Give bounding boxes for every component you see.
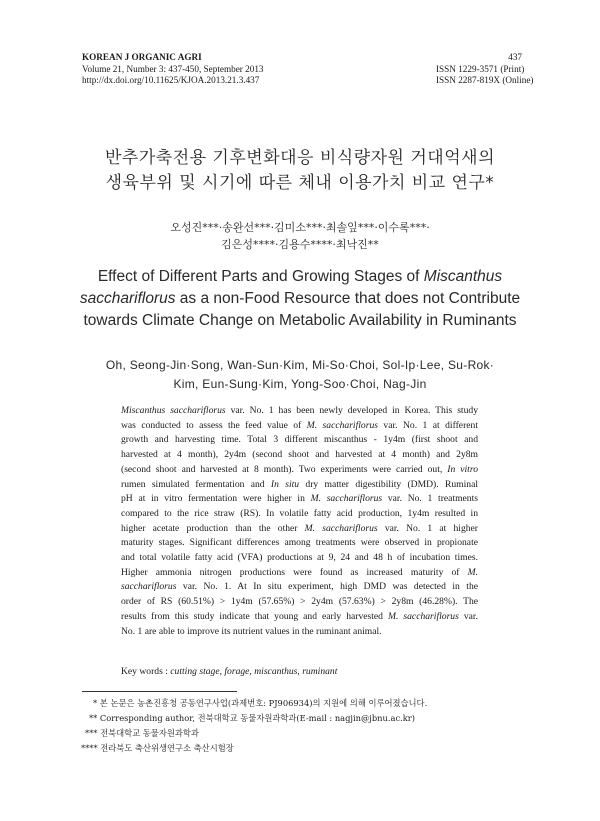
volume-line: Volume 21, Number 3: 437-450, September 2013	[82, 63, 264, 74]
abstract-line: (second shoot and harvested at 8 month). Two experiments were carried out, In vitro	[121, 463, 479, 475]
footnote-corresponding: ** Corresponding author, 전북대학교 동물자원과학과(E-mail : nagjin@jbnu.ac.kr)	[89, 713, 415, 723]
issn-online: ISSN 2287-819X (Online)	[436, 75, 534, 85]
footnote-funding: * 본 논문은 농촌진흥청 공동연구사업(과제번호: PJ906934)의 지원에 의해 이루어졌습니다.	[93, 698, 428, 708]
abstract-line: pH at in vitro fermentation were higher in M. sacchariflorus var. No. 1 treatments	[121, 493, 479, 505]
journal-header	[82, 52, 264, 87]
abstract-line: order of RS (60.51%) > 1y4m (57.65%) > 2y4m (57.63%) > 2y8m (46.28%). The	[121, 596, 478, 608]
abstract-line: harvested at 4 month), 2y4m (second shoot and harvested at 4 month) and 2y8m	[121, 449, 478, 461]
korean-authors	[0, 219, 600, 253]
english-title-line: towards Climate Change on Metabolic Availability in Ruminants	[83, 312, 517, 329]
abstract-line: maturity stages. Significant differences among treatments were observed in propionate	[121, 537, 478, 549]
journal-name: KOREAN J ORGANIC AGRI	[82, 52, 202, 62]
english-title-line: Effect of Different Parts and Growing Stages of Miscanthus	[97, 268, 503, 285]
doi-link[interactable]: http://dx.doi.org/10.11625/KJOA.2013.21.3.437	[82, 75, 260, 85]
abstract-line: compared to the rice straw (RS). In volatile fatty acid production, 1y4m resulted in	[121, 507, 478, 519]
keywords-label: Key words :	[121, 666, 171, 677]
english-authors	[60, 356, 540, 394]
abstract-line: and total volatile fatty acid (VFA) productions at 9, 24 and 48 h of incubation times.	[121, 552, 478, 564]
abstract-line: higher acetate production than the other M. sacchariflorus var. No. 1 at higher	[121, 522, 478, 534]
english-title	[60, 266, 540, 332]
abstract-line: Miscanthus sacchariflorus var. No. 1 has been newly developed in Korea. This study	[121, 405, 478, 416]
abstract-line: rumen simulated fermentation and In situ dry matter digestibility (DMD). Ruminal	[121, 478, 478, 490]
english-authors-line: Kim, Eun-Sung·Kim, Yong-Soo·Choi, Nag-Jin	[173, 377, 427, 391]
english-authors-line: Oh, Seong-Jin·Song, Wan-Sun·Kim, Mi-So·Choi, Sol-Ip·Lee, Su-Rok·	[105, 358, 495, 372]
keywords-terms: cutting stage, forage, miscanthus, ruminant	[170, 666, 338, 677]
abstract-line: was conducted to assess the feed value of M. sacchariflorus var. No. 1 at different	[121, 419, 478, 431]
keywords	[121, 665, 478, 679]
abstract-line: No. 1 are able to improve its nutrient values in the ruminant animal.	[121, 625, 382, 637]
korean-title	[0, 146, 600, 196]
english-title-line: sacchariflorus as a non-Food Resource that does not Contribute	[79, 290, 521, 307]
abstract-line: sacchariflorus var. No. 1. At In situ experiment, high DMD was detected in the	[121, 581, 478, 593]
korean-authors-line: 김은성****·김용수****·최낙진**	[221, 238, 379, 251]
footnote-affiliation-2: **** 전라북도 축산위생연구소 축산시험장	[81, 743, 234, 753]
abstract-line: growth and harvesting time. Total 3 different miscanthus - 1y4m (first shoot and	[121, 434, 478, 446]
korean-authors-line: 오성진***·송완선***·김미소***·최솔잎***·이수록***·	[170, 221, 430, 234]
korean-title-line: 생육부위 및 시기에 따른 체내 이용가치 비교 연구*	[105, 173, 495, 193]
footnote-affiliation-1: *** 전북대학교 동물자원과학과	[85, 728, 199, 738]
korean-title-line: 반추가축전용 기후변화대응 비식량자원 거대억새의	[105, 148, 495, 168]
issn-print: ISSN 1229-3571 (Print)	[436, 63, 525, 74]
abstract	[121, 404, 478, 639]
abstract-line: Higher ammonia nitrogen productions were found as increased maturity of M.	[121, 566, 478, 578]
page-number: 437	[508, 52, 522, 62]
abstract-line: results from this study indicate that young and early harvested M. sacchariflorus var.	[121, 610, 478, 622]
footnote-divider	[82, 691, 237, 692]
